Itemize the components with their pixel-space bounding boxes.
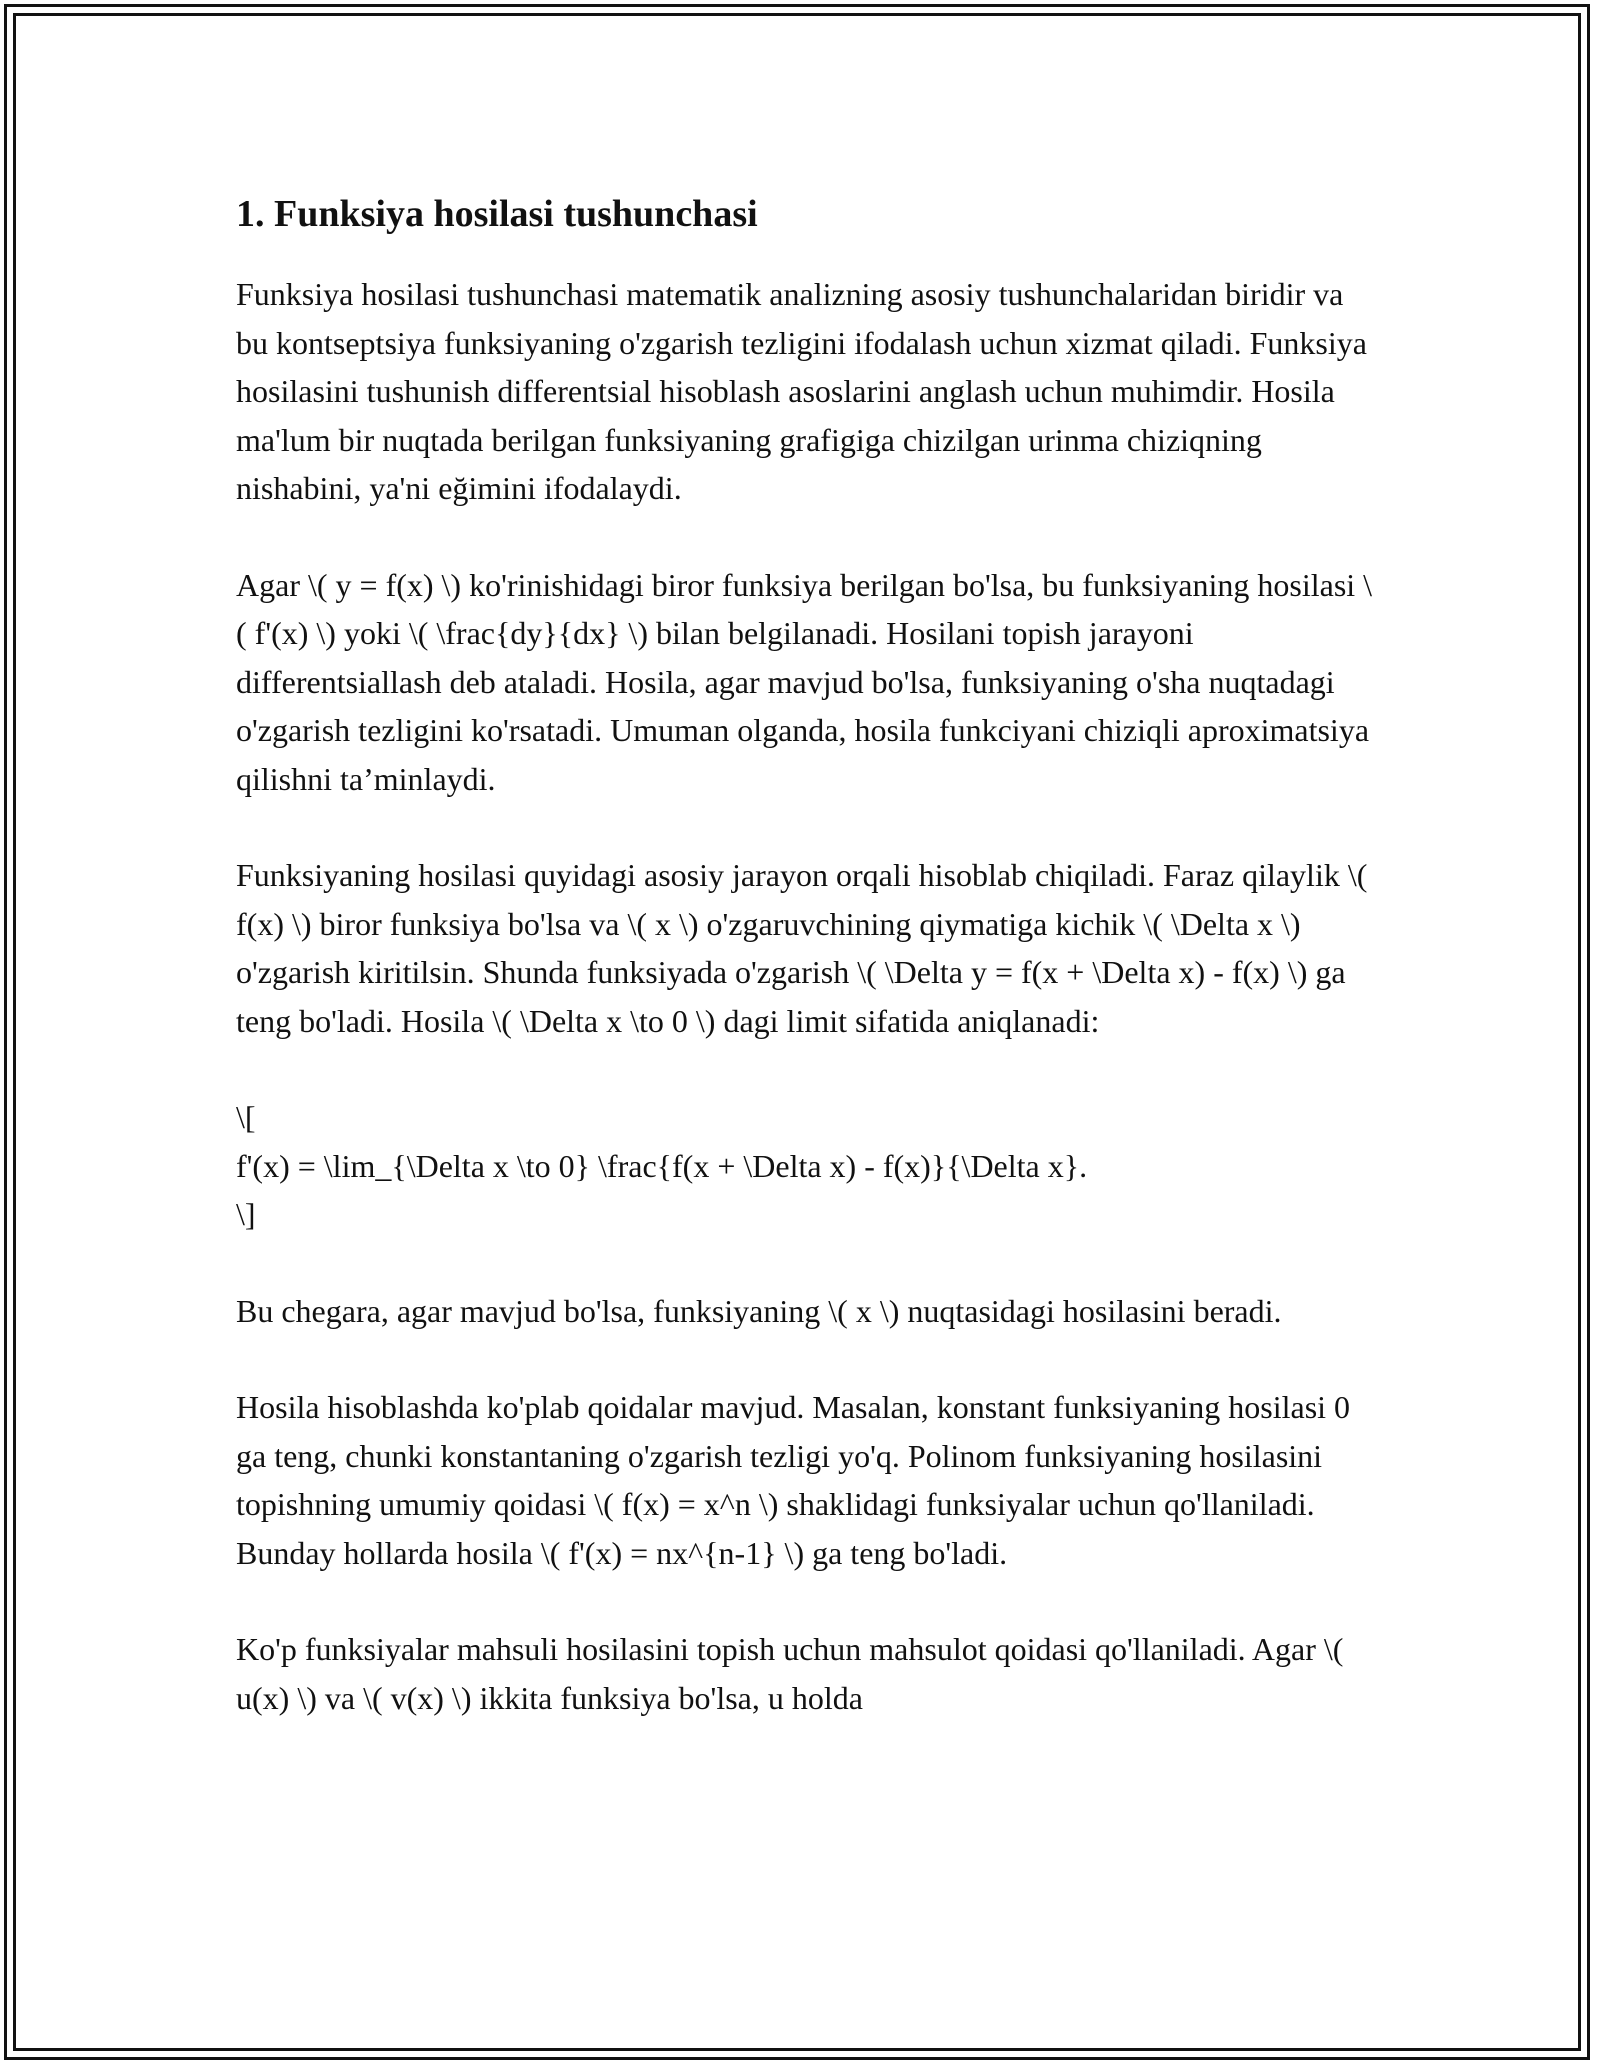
formula-body: f'(x) = \lim_{\Delta x \to 0} \frac{f(x + \Delta x) - f(x)}{\Delta x}. (236, 1147, 1088, 1184)
paragraph-limit-result: Bu chegara, agar mavjud bo'lsa, funksiyaning \( x \) nuqtasidagi hosilasini beradi. (236, 1292, 1282, 1329)
paragraph-product-rule: Ko'p funksiyalar mahsuli hosilasini topish uchun mahsulot qoidasi qo'llaniladi. Agar \( u(x) \) va \( v(x) \) ikkita funksiya bo'lsa, u holda (236, 1631, 1344, 1716)
section-heading: 1. Funksiya hosilasi tushunchasi (236, 193, 758, 235)
document-body (236, 186, 1376, 1722)
display-formula (236, 1093, 1376, 1239)
paragraph-rules: Hosila hisoblashda ko'plab qoidalar mavjud. Masalan, konstant funksiyaning hosilasi 0 ga teng, chunki konstantaning o'zgarish tezligi yo'q. Polinom funksiyaning hosilasini topishning umumiy qoidasi \( f(x) = x^n \) shaklidagi funksiyalar uchun qo'llaniladi. Bunday hollarda hosila \( f'(x) = nx^{n-1} \) ga teng bo'ladi. (236, 1389, 1351, 1571)
formula-close-delimiter: \] (236, 1196, 256, 1232)
paragraph-limit-process: Funksiyaning hosilasi quyidagi asosiy jarayon orqali hisoblab chiqiladi. Faraz qilaylik \( f(x) \) biror funksiya bo'lsa va \( x \) o'zgaruvchining qiymatiga kichik \( \Delta x \) o'zgarish kiritilsin. Shunda funksiyada o'zgarish \( \Delta y = f(x + \Delta x) - f(x) \) ga teng bo'ladi. Hosila \( \Delta x \to 0 \) dagi limit sifatida aniqlanadi: (236, 857, 1368, 1039)
paragraph-notation: Agar \( y = f(x) \) ko'rinishidagi biror funksiya berilgan bo'lsa, bu funksiyaning hosilasi \( f'(x) \) yoki \( \frac{dy}{dx} \) bilan belgilanadi. Hosilani topish jarayoni differentsiallash deb ataladi. Hosila, agar mavjud bo'lsa, funksiyaning o'sha nuqtadagi o'zgarish tezligini ko'rsatadi. Umuman olganda, hosila funkciyani chiziqli aproximatsiya qilishni ta’minlaydi. (236, 566, 1373, 797)
paragraph-intro: Funksiya hosilasi tushunchasi matematik analizning asosiy tushunchalaridan biridir va bu kontseptsiya funksiyaning o'zgarish tezligini ifodalash uchun xizmat qiladi. Funksiya hosilasini tushunish differentsial hisoblash asoslarini anglash uchun muhimdir. Hosila ma'lum bir nuqtada berilgan funksiyaning grafigiga chizilgan urinma chiziqning nishabini, ya'ni eğimini ifodalaydi. (236, 276, 1367, 506)
formula-open-delimiter: \[ (236, 1099, 256, 1135)
